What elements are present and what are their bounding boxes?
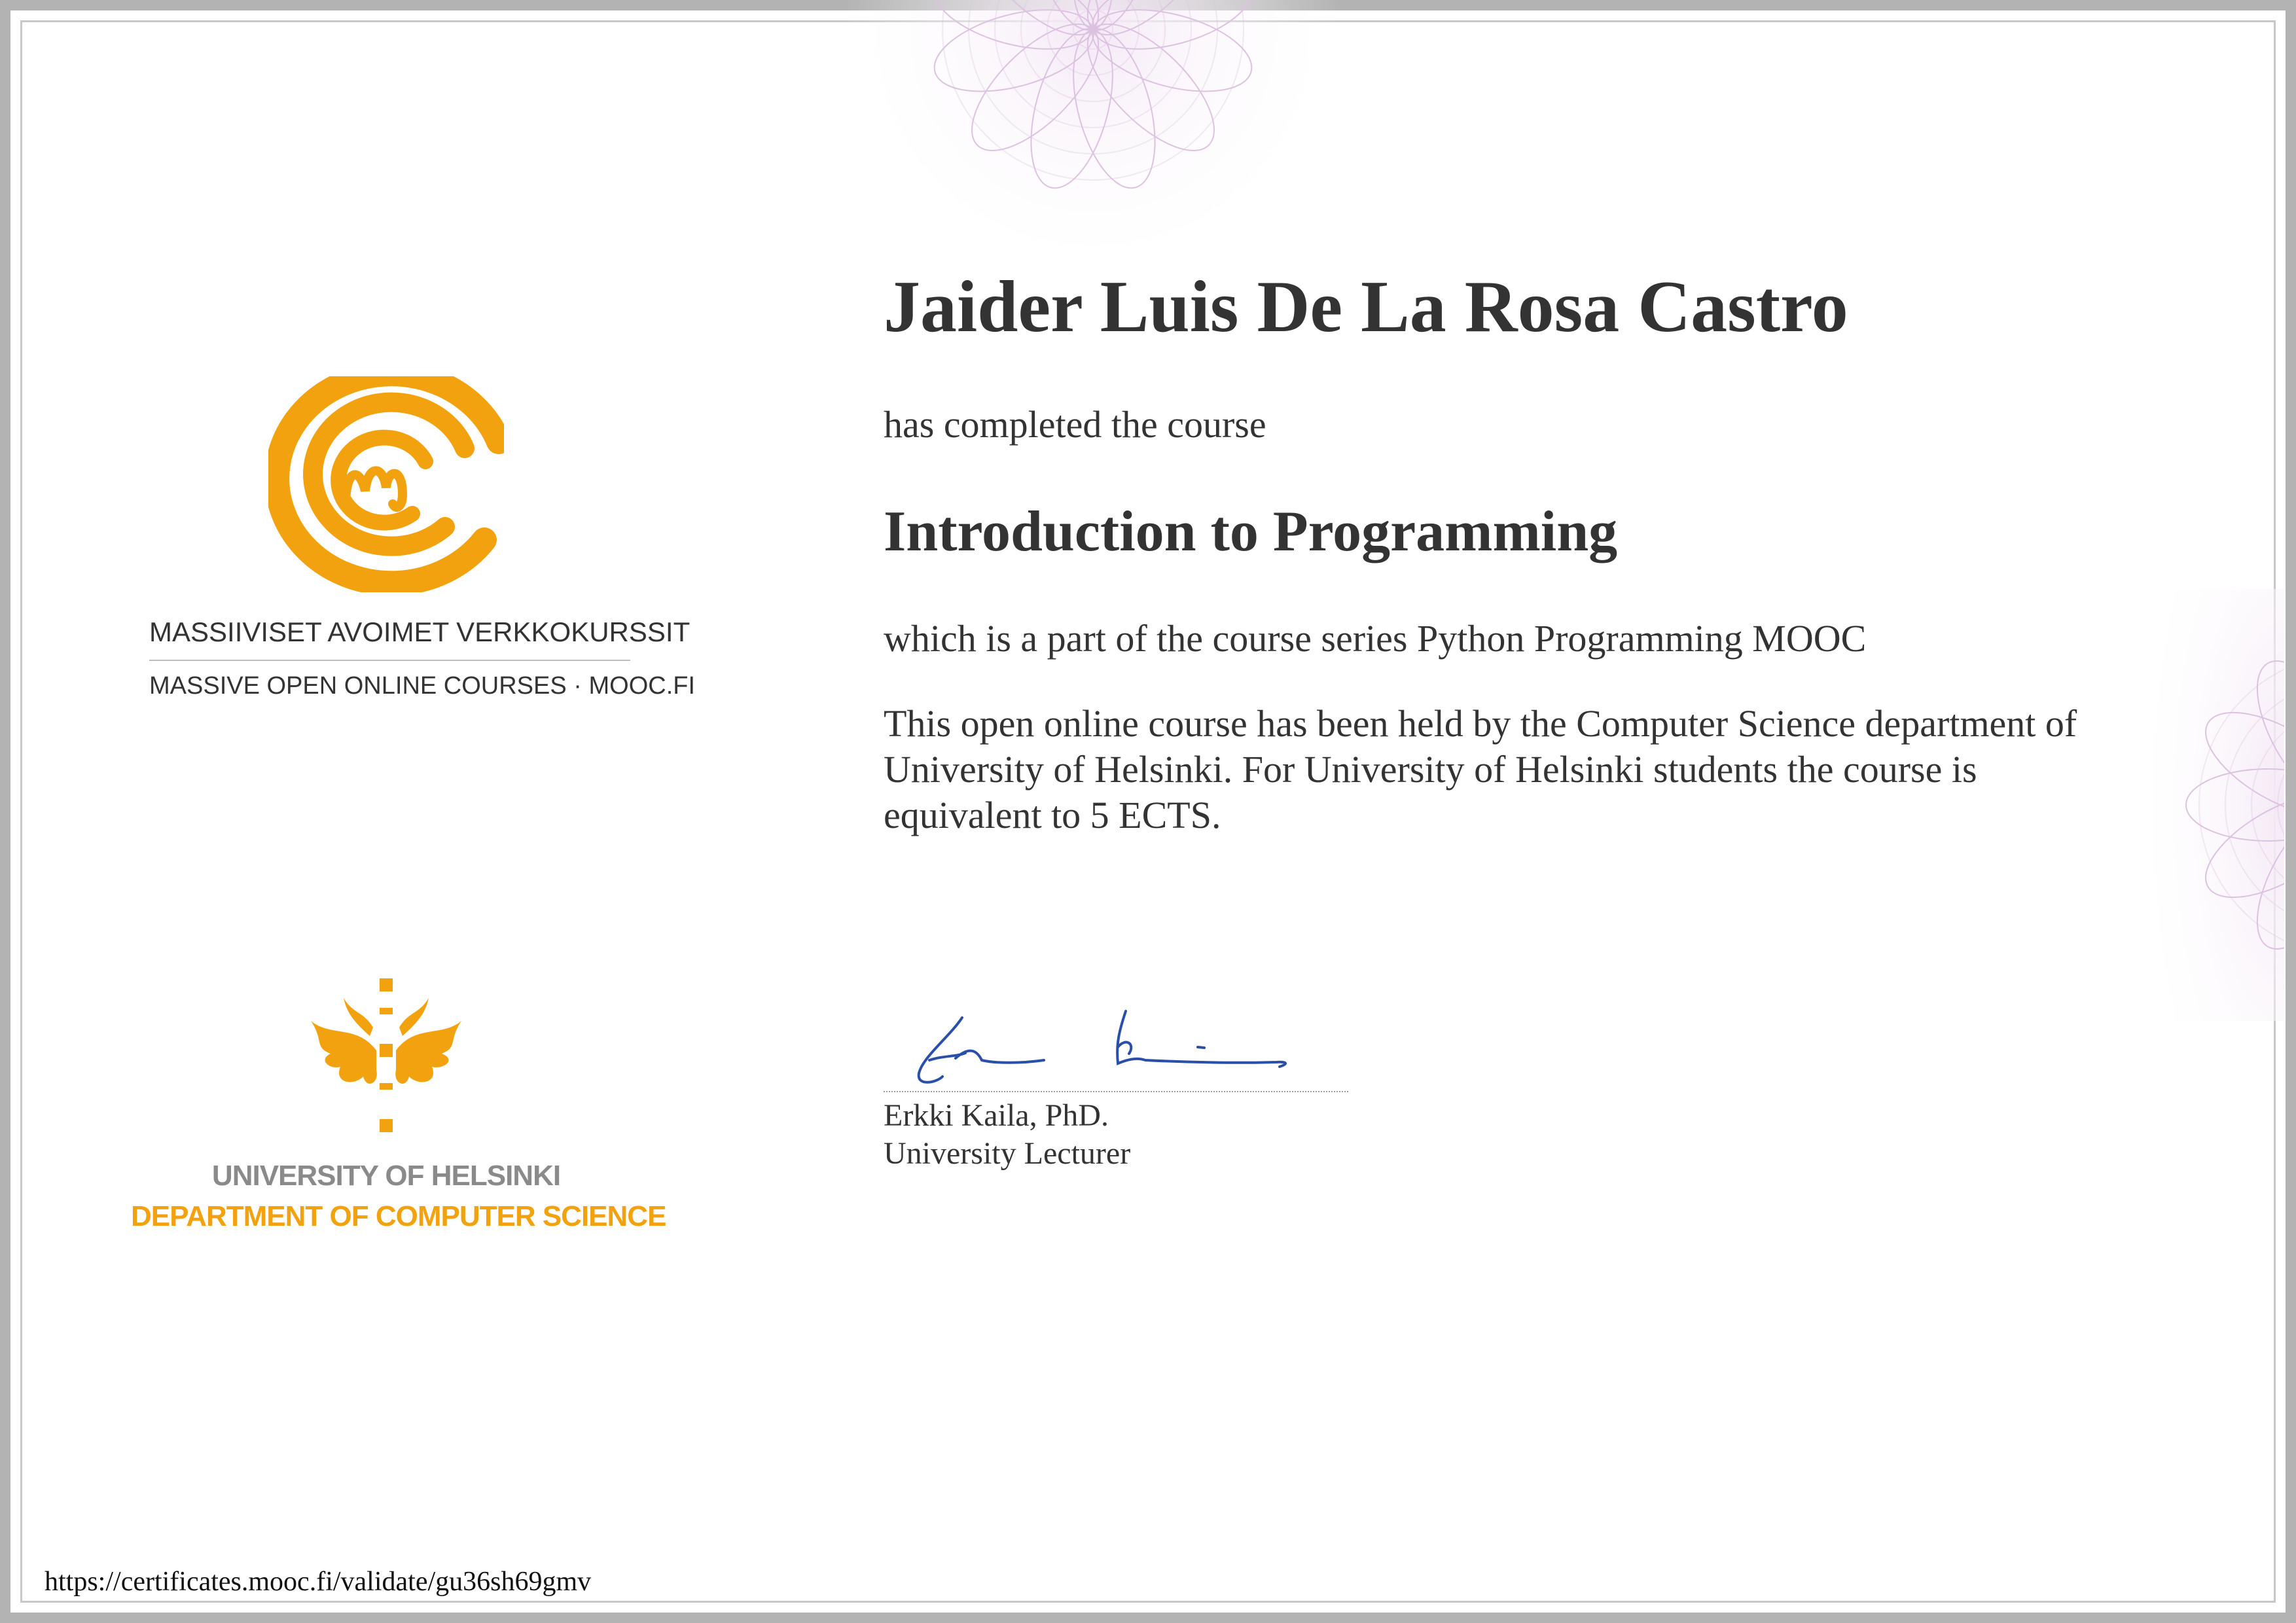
course-description: This open online course has been held by the Computer Science department of University of Helsinki. For University of Helsinki students the course is equivalent to 5 ECTS.	[884, 702, 2077, 836]
signer-title: University Lecturer	[884, 1136, 1131, 1171]
handwritten-signature-icon	[910, 998, 1342, 1096]
mooc-divider	[149, 660, 630, 661]
course-title: Introduction to Programming	[884, 500, 1618, 563]
course-series: which is a part of the course series Python Programming MOOC	[884, 617, 1867, 660]
validation-url[interactable]: https://certificates.mooc.fi/validate/gu36sh69gmv	[45, 1567, 592, 1597]
signer-block	[884, 1097, 1130, 1173]
mooc-name-finnish: MASSIIVISET AVOIMET VERKKOKURSSIT	[149, 616, 691, 647]
signature-line	[884, 1091, 1348, 1092]
mooc-logo	[268, 376, 504, 592]
mooc-spiral-logo-icon	[268, 376, 504, 592]
university-name: UNIVERSITY OF HELSINKI	[211, 1160, 561, 1192]
signer-name: Erkki Kaila, PhD.	[884, 1098, 1109, 1133]
mooc-name-english: MASSIVE OPEN ONLINE COURSES · MOOC.FI	[149, 672, 696, 700]
guilloche-rosette-right	[2134, 589, 2284, 1021]
completed-statement: has completed the course	[884, 403, 1266, 446]
helsinki-flame-icon	[304, 978, 468, 1132]
guilloche-rosette-top	[844, 0, 1342, 275]
department-name: DEPARTMENT OF COMPUTER SCIENCE	[131, 1200, 666, 1232]
university-logo	[304, 978, 468, 1132]
recipient-name: Jaider Luis De La Rosa Castro	[884, 266, 1848, 348]
signature	[910, 998, 1342, 1096]
